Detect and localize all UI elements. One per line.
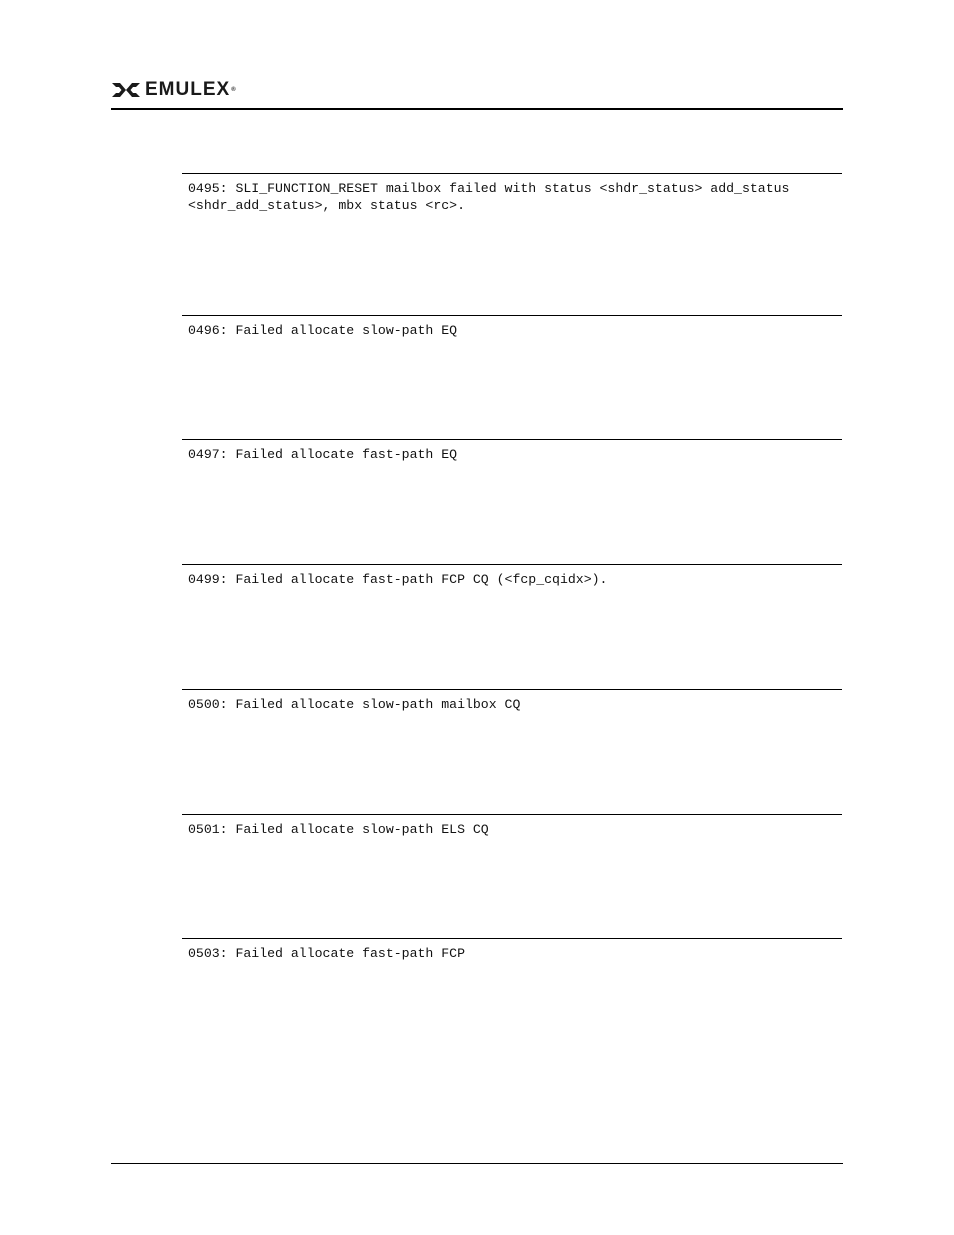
message-entry-0503 — [182, 938, 842, 962]
message-entry-0499 — [182, 564, 842, 588]
message-text: 0497: Failed allocate fast-path EQ — [188, 447, 458, 462]
message-entry-0496 — [182, 315, 842, 339]
logo-wordmark: EMULEX® — [145, 79, 237, 100]
message-text: 0501: Failed allocate slow-path ELS CQ — [188, 822, 489, 837]
message-text: 0500: Failed allocate slow-path mailbox CQ — [188, 697, 521, 712]
message-entry-0500 — [182, 689, 842, 713]
emulex-logo-icon — [111, 81, 141, 99]
footer-rule — [111, 1163, 843, 1164]
message-entry-0501 — [182, 814, 842, 838]
message-entry-0495 — [182, 173, 842, 214]
message-text: 0503: Failed allocate fast-path FCP — [188, 946, 465, 961]
header-rule — [111, 108, 843, 110]
message-text: 0495: SLI_FUNCTION_RESET mailbox failed with status <shdr_status> add_status <shdr_add_status>, mbx status <rc>. — [188, 181, 790, 213]
message-text: 0496: Failed allocate slow-path EQ — [188, 323, 458, 338]
emulex-logo — [111, 81, 237, 99]
message-entry-0497 — [182, 439, 842, 463]
message-text: 0499: Failed allocate fast-path FCP CQ (<fcp_cqidx>). — [188, 572, 608, 587]
